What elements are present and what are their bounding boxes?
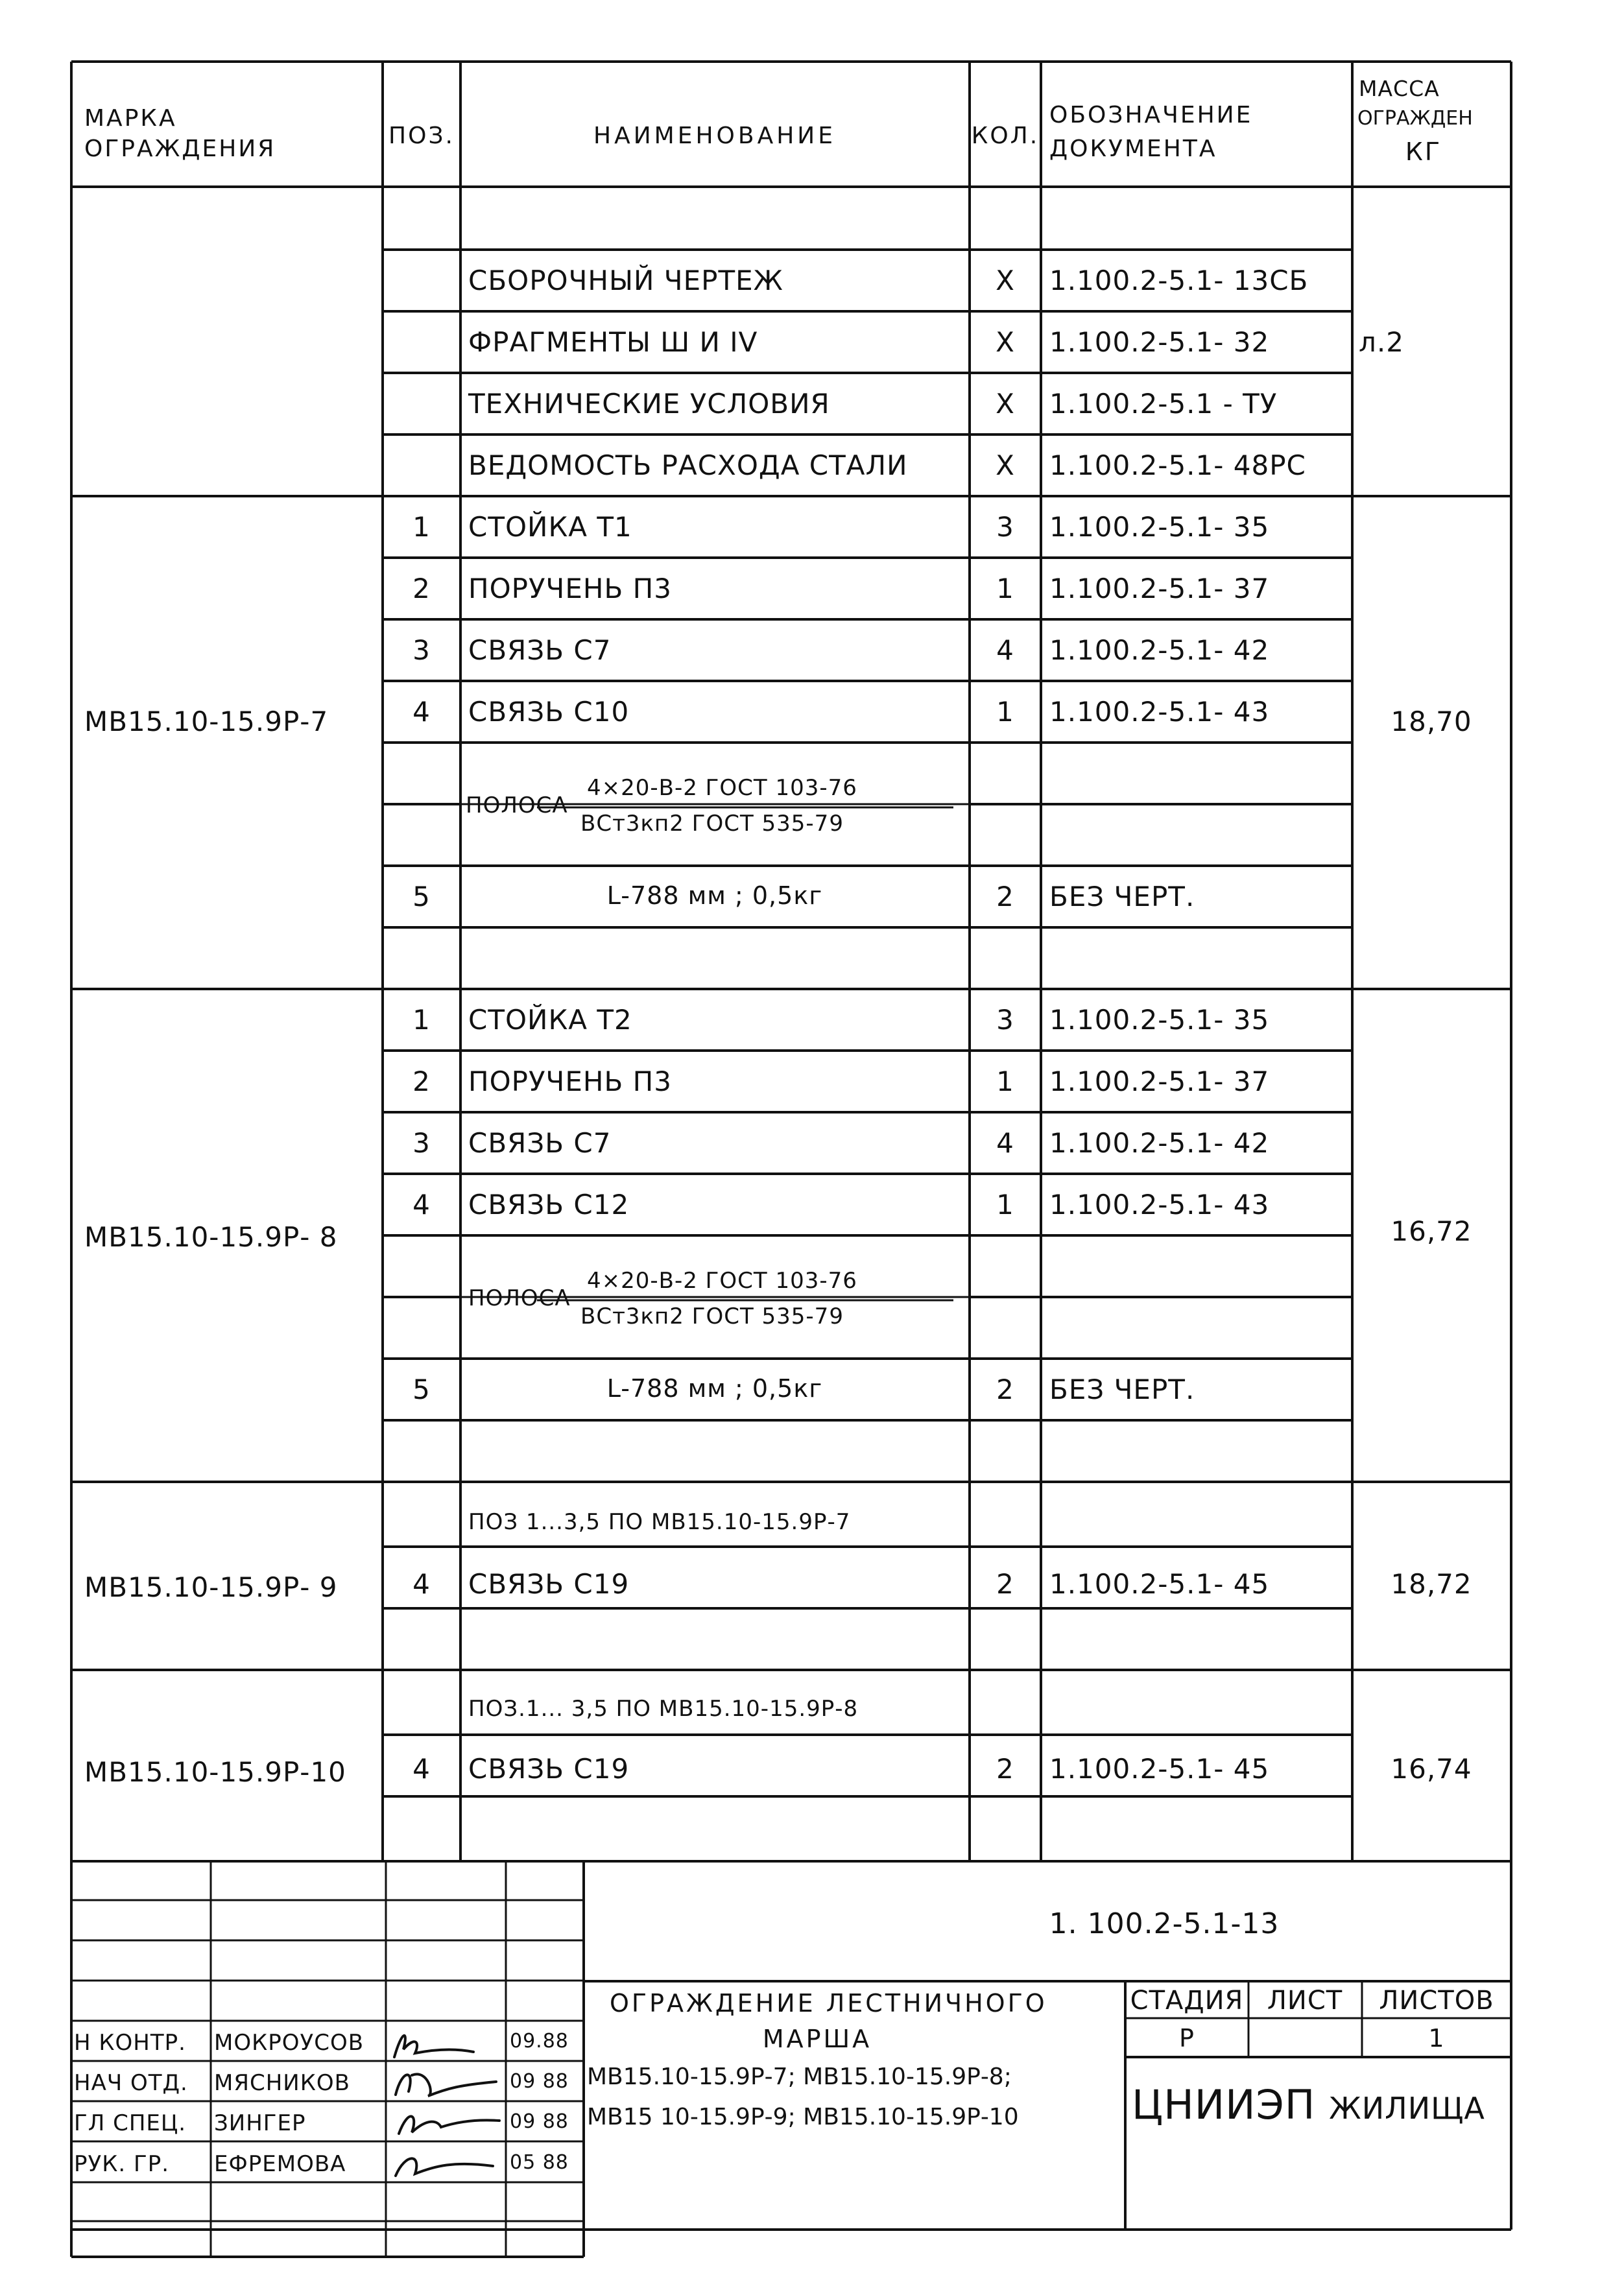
group-mass: 18,72 [1391,1568,1472,1600]
header-qty: КОЛ. [971,123,1040,149]
row-name: СВЯЗЬ С19 [468,1753,630,1785]
header-doc-line2: ДОКУМЕНТА [1049,136,1217,162]
row-doc: 1.100.2-5.1- 37 [1049,1066,1270,1097]
row-pos: 4 [412,1568,431,1600]
row-qty: 2 [996,1568,1014,1600]
group-mark: МВ15.10-15.9Р- 9 [84,1571,338,1603]
signer-role: Н КОНТР. [74,2030,186,2056]
row-doc: 1.100.2-5.1- 43 [1049,696,1270,728]
signer-role: НАЧ ОТД. [74,2070,188,2096]
row-pos: 5 [412,881,431,912]
row-name: ПОРУЧЕНЬ П3 [468,1066,672,1097]
signer-role: РУК. ГР. [74,2151,170,2177]
general-row-qty: Х [996,388,1015,420]
signer-date: 09 88 [510,2110,569,2133]
strip-top: 4×20-В-2 ГОСТ 103-76 [587,775,857,801]
row-pos: 3 [412,1127,431,1159]
row-pos: 4 [412,1753,431,1785]
header-doc-line1: ОБОЗНАЧЕНИЕ [1049,102,1253,128]
signature-marks [389,2023,503,2218]
group-mark: МВ15.10-15.9Р- 8 [84,1221,338,1253]
row-name: СТОЙКА Т1 [468,511,632,543]
general-row-qty: Х [996,449,1015,481]
row-qty: 2 [996,1753,1014,1785]
row-doc: 1.100.2-5.1- 42 [1049,634,1270,666]
header-mass-line3: КГ [1405,137,1442,166]
stage-label: СТАДИЯ [1130,1986,1244,2016]
row-name: ПОРУЧЕНЬ П3 [468,573,672,604]
row-doc: 1.100.2-5.1- 37 [1049,573,1270,604]
title-line4: МВ15 10-15.9Р-9; МВ15.10-15.9Р-10 [587,2104,1019,2130]
title-line2: МАРША [762,2025,872,2053]
row-name: СВЯЗЬ С12 [468,1189,630,1220]
strip-label: ПОЛОСА [466,792,568,818]
group-note: ПОЗ 1...3,5 ПО МВ15.10-15.9Р-7 [468,1509,851,1535]
header-name: НАИМЕНОВАНИЕ [593,123,836,149]
general-row-doc: 1.100.2-5.1- 32 [1049,326,1270,358]
general-row-qty: Х [996,265,1015,296]
row-pos: 3 [412,634,431,666]
general-row-name: СБОРОЧНЫЙ ЧЕРТЕЖ [468,265,783,296]
group-mark: МВ15.10-15.9Р-10 [84,1756,346,1788]
row-name: СТОЙКА Т2 [468,1004,632,1036]
row-name: L-788 мм ; 0,5кг [606,1374,823,1403]
signer-name: МОКРОУСОВ [214,2030,364,2056]
row-doc: 1.100.2-5.1- 35 [1049,511,1270,543]
sheets-value: 1 [1428,2024,1445,2053]
group-mass: 16,74 [1391,1753,1472,1785]
signer-name: ЗИНГЕР [214,2110,306,2136]
row-qty: 4 [996,634,1014,666]
row-doc: 1.100.2-5.1- 42 [1049,1127,1270,1159]
general-row-name: ТЕХНИЧЕСКИЕ УСЛОВИЯ [468,388,830,420]
general-mass-note: л.2 [1359,326,1404,358]
general-row-doc: 1.100.2-5.1- 13СБ [1049,265,1309,296]
signer-date: 09 88 [510,2070,569,2093]
strip-bottom: ВСт3кп2 ГОСТ 535-79 [580,1304,844,1329]
general-row-doc: 1.100.2-5.1 - ТУ [1049,388,1278,420]
row-name: СВЯЗЬ С10 [468,696,630,728]
row-qty: 3 [996,511,1014,543]
group-mass: 18,70 [1391,706,1472,737]
row-pos: 2 [412,573,431,604]
group-mark: МВ15.10-15.9Р-7 [84,706,329,737]
stage-value: Р [1179,2024,1195,2053]
row-qty: 1 [996,696,1014,728]
row-pos: 5 [412,1374,431,1405]
row-doc: БЕЗ ЧЕРТ. [1049,881,1195,912]
sheet-label: ЛИСТ [1267,1986,1343,2016]
row-qty: 1 [996,1189,1014,1220]
row-qty: 2 [996,1374,1014,1405]
row-name: L-788 мм ; 0,5кг [606,881,823,910]
row-pos: 1 [412,511,431,543]
sheets-label: ЛИСТОВ [1379,1986,1494,2016]
row-name: СВЯЗЬ С19 [468,1568,630,1600]
row-doc: БЕЗ ЧЕРТ. [1049,1374,1195,1405]
header-pos: ПОЗ. [388,123,455,149]
row-qty: 1 [996,1066,1014,1097]
row-qty: 3 [996,1004,1014,1036]
row-qty: 2 [996,881,1014,912]
row-pos: 4 [412,696,431,728]
organization-name-part2: ЖИЛИЩА [1329,2091,1485,2126]
general-row-name: ВЕДОМОСТЬ РАСХОДА СТАЛИ [468,449,908,481]
header-mark-line2: ОГРАЖДЕНИЯ [84,136,276,162]
row-name: СВЯЗЬ С7 [468,1127,612,1159]
signer-date: 09.88 [510,2030,569,2053]
strip-bottom: ВСт3кп2 ГОСТ 535-79 [580,811,844,837]
row-doc: 1.100.2-5.1- 45 [1049,1753,1270,1785]
row-qty: 4 [996,1127,1014,1159]
header-mark-line1: МАРКА [84,105,177,132]
row-doc: 1.100.2-5.1- 45 [1049,1568,1270,1600]
general-row-qty: Х [996,326,1015,358]
strip-top: 4×20-В-2 ГОСТ 103-76 [587,1268,857,1294]
row-doc: 1.100.2-5.1- 35 [1049,1004,1270,1036]
title-line1: ОГРАЖДЕНИЕ ЛЕСТНИЧНОГО [610,1989,1047,2018]
organization-name [1132,2081,1485,2128]
organization-name-part1: ЦНИИЭП [1132,2081,1316,2128]
row-pos: 1 [412,1004,431,1036]
row-name: СВЯЗЬ С7 [468,634,612,666]
document-designation: 1. 100.2-5.1-13 [1049,1907,1280,1940]
signer-name: МЯСНИКОВ [214,2070,350,2096]
row-pos: 4 [412,1189,431,1220]
strip-label: ПОЛОСА [468,1285,571,1311]
signer-role: ГЛ СПЕЦ. [74,2110,187,2136]
signer-date: 05 88 [510,2151,569,2174]
row-qty: 1 [996,573,1014,604]
general-row-doc: 1.100.2-5.1- 48РС [1049,449,1306,481]
general-row-name: ФРАГМЕНТЫ Ш И IV [468,326,758,358]
title-line3: МВ15.10-15.9Р-7; МВ15.10-15.9Р-8; [587,2064,1012,2090]
header-mass-line2: ОГРАЖДЕН [1357,107,1473,130]
row-doc: 1.100.2-5.1- 43 [1049,1189,1270,1220]
header-mass-line1: МАССА [1359,76,1440,101]
row-pos: 2 [412,1066,431,1097]
group-note: ПОЗ.1... 3,5 ПО МВ15.10-15.9Р-8 [468,1696,859,1722]
signer-name: ЕФРЕМОВА [214,2151,346,2177]
group-mass: 16,72 [1391,1215,1472,1247]
